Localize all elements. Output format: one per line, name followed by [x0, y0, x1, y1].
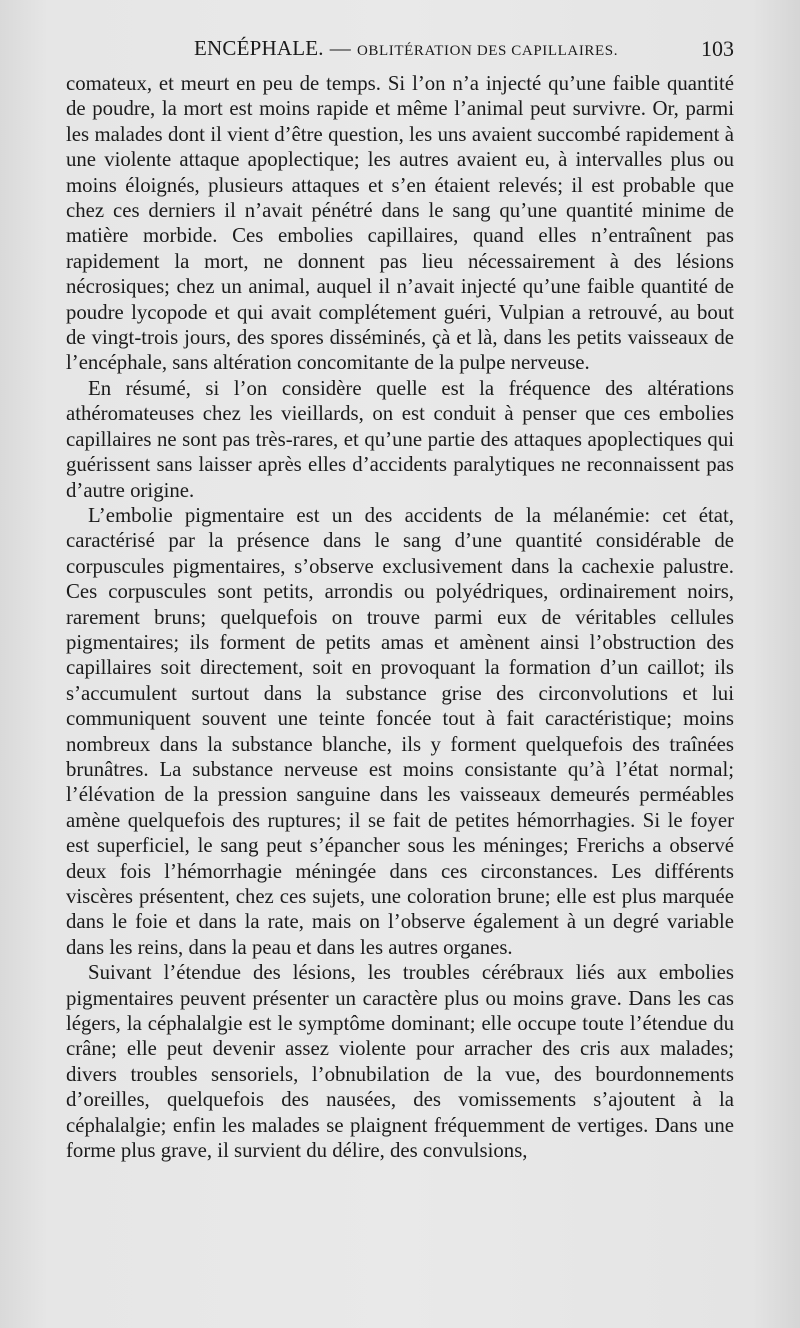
paragraph: En résumé, si l’on considère quelle est la fréquence des altérations athéromateuses chez les vieillards, on est conduit à penser que ces embolies capillaires ne sont pas très-rares, et qu’une partie des attaques apoplectiques qui guérissent sans laisser après elles d’accidents paralytiques ne reconnaissent pas d’autre origine. [66, 376, 734, 502]
paragraph: comateux, et meurt en peu de temps. Si l’on n’a injecté qu’une faible quantité de poudre, la mort est moins rapide et même l’animal peut survivre. Or, parmi les malades dont il vient d’être question, les uns avaient succombé rapidement à une violente attaque apoplectique; les autres avaient eu, à intervalles plus ou moins éloignés, plusieurs attaques et s’en étaient relevés; il est probable que chez ces derniers il n’avait pénétré dans le sang qu’une quantité minime de matière morbide. Ces embolies capillaires, quand elles n’entraînent pas rapidement la mort, ne donnent pas lieu nécessairement à des lésions nécrosiques; chez un animal, auquel il n’avait injecté qu’une faible quantité de poudre lycopode et qui avait complétement guéri, Vulpian a retrouvé, au bout de vingt-trois jours, des spores disséminés, çà et là, dans les petits vaisseaux de l’encéphale, sans altération concomitante de la pulpe nerveuse. [66, 72, 734, 375]
running-title [194, 36, 618, 61]
body-text [66, 71, 734, 1163]
section-title: OBLITÉRATION DES CAPILLAIRES. [356, 43, 619, 59]
paragraph: Suivant l’étendue des lésions, les troubles cérébraux liés aux embolies pigmentaires peuvent présenter un caractère plus ou moins grave. Dans les cas légers, la céphalalgie est le symptôme dominant; elle occupe toute l’étendue du crâne; elle peut devenir assez violente pour arracher des cris aux malades; divers troubles sensoriels, l’obnubilation de la vue, des bourdonnements d’oreilles, quelquefois des nausées, des vomissements s’ajoutent à la céphalalgie; enfin les malades se plaignent fréquemment de vertiges. Dans une forme plus grave, il survient du délire, des convulsions, [66, 961, 734, 1163]
title-separator: — [329, 36, 351, 60]
chapter-title: ENCÉPHALE. [194, 36, 324, 60]
paragraph: L’embolie pigmentaire est un des accidents de la mélanémie: cet état, caractérisé par la présence dans le sang d’une quantité considérable de corpuscules pigmentaires, s’observe exclusivement dans la cachexie palustre. Ces corpuscules sont petits, arrondis ou polyédriques, ordinairement noirs, rarement bruns; quelquefois on trouve parmi eux de véritables cellules pigmentaires; ils forment de petits amas et amènent ainsi l’obstruction des capillaires soit directement, soit en provoquant la formation d’un caillot; ils s’accumulent surtout dans la substance grise des circonvolutions et lui communiquent souvent une teinte foncée tout à fait caractéristique; moins nombreux dans la substance blanche, ils y forment quelquefois des traînées brunâtres. La substance nerveuse est moins consistante qu’à l’état normal; l’élévation de la pression sanguine dans les vaisseaux demeurés perméables amène quelquefois des ruptures; il se fait de petites hémorrhagies. Si le foyer est superficiel, le sang peut s’épancher sous les méninges; Frerichs a observé deux fois l’hémorrhagie méningée dans ces circonstances. Les différents viscères présentent, chez ces sujets, une coloration brune; elle est plus marquée dans le foie et dans la rate, mais on l’observe également à un degré variable dans les reins, dans la peau et dans les autres organes. [66, 503, 734, 959]
running-head [66, 34, 734, 64]
page-number: 103 [701, 36, 734, 61]
